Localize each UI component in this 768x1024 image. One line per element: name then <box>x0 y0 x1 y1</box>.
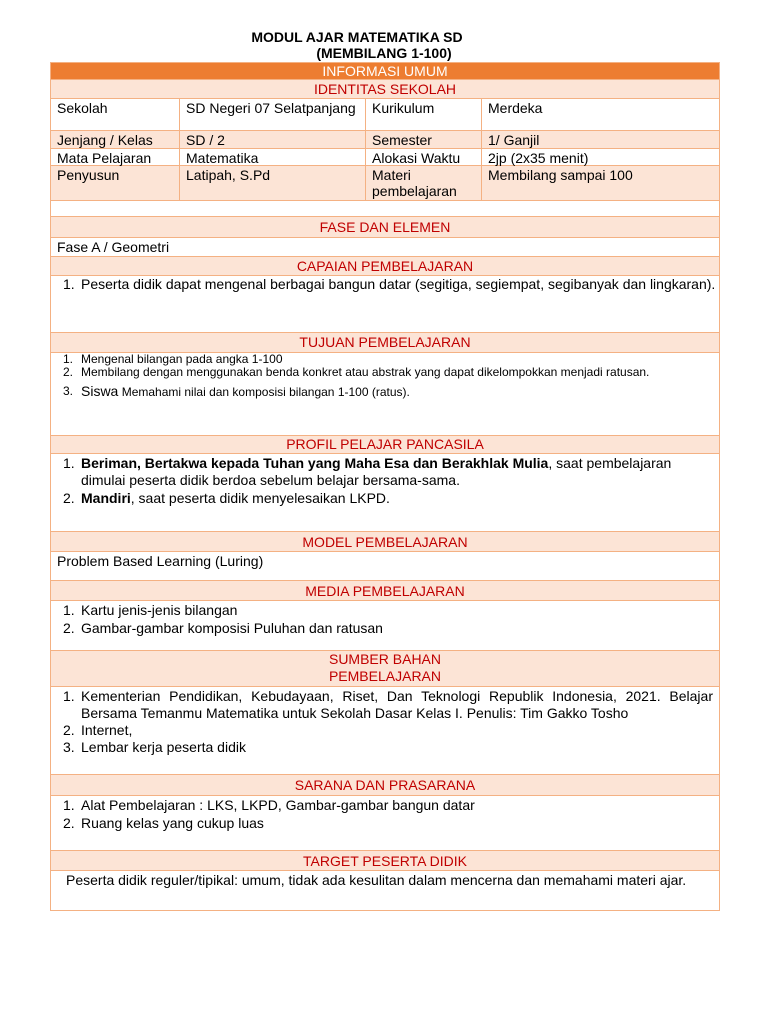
model-text: Problem Based Learning (Luring) <box>51 552 719 581</box>
list-item: 1. Kartu jenis-jenis bilangan <box>63 602 238 618</box>
value-mapel: Matematika <box>180 149 366 166</box>
model-header: MODEL PEMBELAJARAN <box>51 532 719 552</box>
spacer-row <box>51 201 719 217</box>
list-item: 1. Beriman, Bertakwa kepada Tuhan yang Maha Esa dan Berakhlak Mulia, saat pembelajaran dimulai peserta didik berdoa sebelum belajar bersama-sama. <box>63 455 672 488</box>
sumber-header: SUMBER BAHAN PEMBELAJARAN <box>51 651 719 687</box>
sumber-body <box>51 687 719 775</box>
label-penyusun: Penyusun <box>51 166 180 200</box>
value-materi: Membilang sampai 100 <box>482 166 719 200</box>
value-semester: 1/ Ganjil <box>482 131 719 149</box>
fase-header: FASE DAN ELEMEN <box>51 217 719 238</box>
document-subtitle: (MEMBILANG 1-100) <box>316 45 452 61</box>
list-item: 1. Kementerian Pendidikan, Kebudayaan, Riset, Dan Teknologi Republik Indonesia, 2021. Belajar Bersama Temanmu Matematika untuk Sekolah Dasar Kelas I. Penulis: Tim Gakko Tosho <box>63 688 713 721</box>
capaian-body <box>51 276 719 333</box>
list-item: 1. Peserta didik dapat mengenal berbagai bangun datar (segitiga, segiempat, segibanyak dan lingkaran). <box>63 276 716 292</box>
value-kurikulum: Merdeka <box>482 99 719 131</box>
label-kurikulum: Kurikulum <box>366 99 482 131</box>
identitas-table <box>51 99 719 201</box>
media-body <box>51 601 719 651</box>
value-jenjang: SD / 2 <box>180 131 366 149</box>
list-item: 1. Alat Pembelajaran : LKS, LKPD, Gambar-gambar bangun datar <box>63 797 475 813</box>
value-sekolah: SD Negeri 07 Selatpanjang <box>180 99 366 131</box>
target-text: Peserta didik reguler/tipikal: umum, tidak ada kesulitan dalam mencerna dan memahami materi ajar. <box>66 872 687 888</box>
profil-body <box>51 454 719 532</box>
list-item: 2. Internet, <box>63 722 133 738</box>
list-item: 2. Ruang kelas yang cukup luas <box>63 815 264 831</box>
identitas-sekolah-header: IDENTITAS SEKOLAH <box>51 80 719 99</box>
list-item: 3. Siswa Memahami nilai dan komposisi bilangan 1-100 (ratus). <box>63 383 410 399</box>
sarana-header: SARANA DAN PRASARANA <box>51 775 719 796</box>
sarana-body <box>51 796 719 851</box>
capaian-header: CAPAIAN PEMBELAJARAN <box>51 257 719 276</box>
fase-text: Fase A / Geometri <box>51 238 719 257</box>
list-item: 1. Mengenal bilangan pada angka 1-100 <box>63 352 283 366</box>
label-materi: Materi pembelajaran <box>366 166 482 200</box>
list-item: 2. Mandiri, saat peserta didik menyelesaikan LKPD. <box>63 490 390 506</box>
media-header: MEDIA PEMBELAJARAN <box>51 581 719 601</box>
label-semester: Semester <box>366 131 482 149</box>
list-item: 2. Gambar-gambar komposisi Puluhan dan ratusan <box>63 620 383 636</box>
informasi-umum-header: INFORMASI UMUM <box>51 63 719 80</box>
label-jenjang: Jenjang / Kelas <box>51 131 180 149</box>
label-alokasi: Alokasi Waktu <box>366 149 482 166</box>
label-mapel: Mata Pelajaran <box>51 149 180 166</box>
module-table <box>50 62 720 911</box>
tujuan-body <box>51 353 719 436</box>
target-header: TARGET PESERTA DIDIK <box>51 851 719 871</box>
value-penyusun: Latipah, S.Pd <box>180 166 366 200</box>
value-alokasi: 2jp (2x35 menit) <box>482 149 719 166</box>
profil-header: PROFIL PELAJAR PANCASILA <box>51 436 719 454</box>
tujuan-header: TUJUAN PEMBELAJARAN <box>51 333 719 353</box>
list-item: 2. Membilang dengan menggunakan benda konkret atau abstrak yang dapat dikelompokkan menjadi ratusan. <box>63 365 650 379</box>
list-item: 3. Lembar kerja peserta didik <box>63 739 246 755</box>
document-title: MODUL AJAR MATEMATIKA SD <box>251 29 463 45</box>
label-sekolah: Sekolah <box>51 99 180 131</box>
